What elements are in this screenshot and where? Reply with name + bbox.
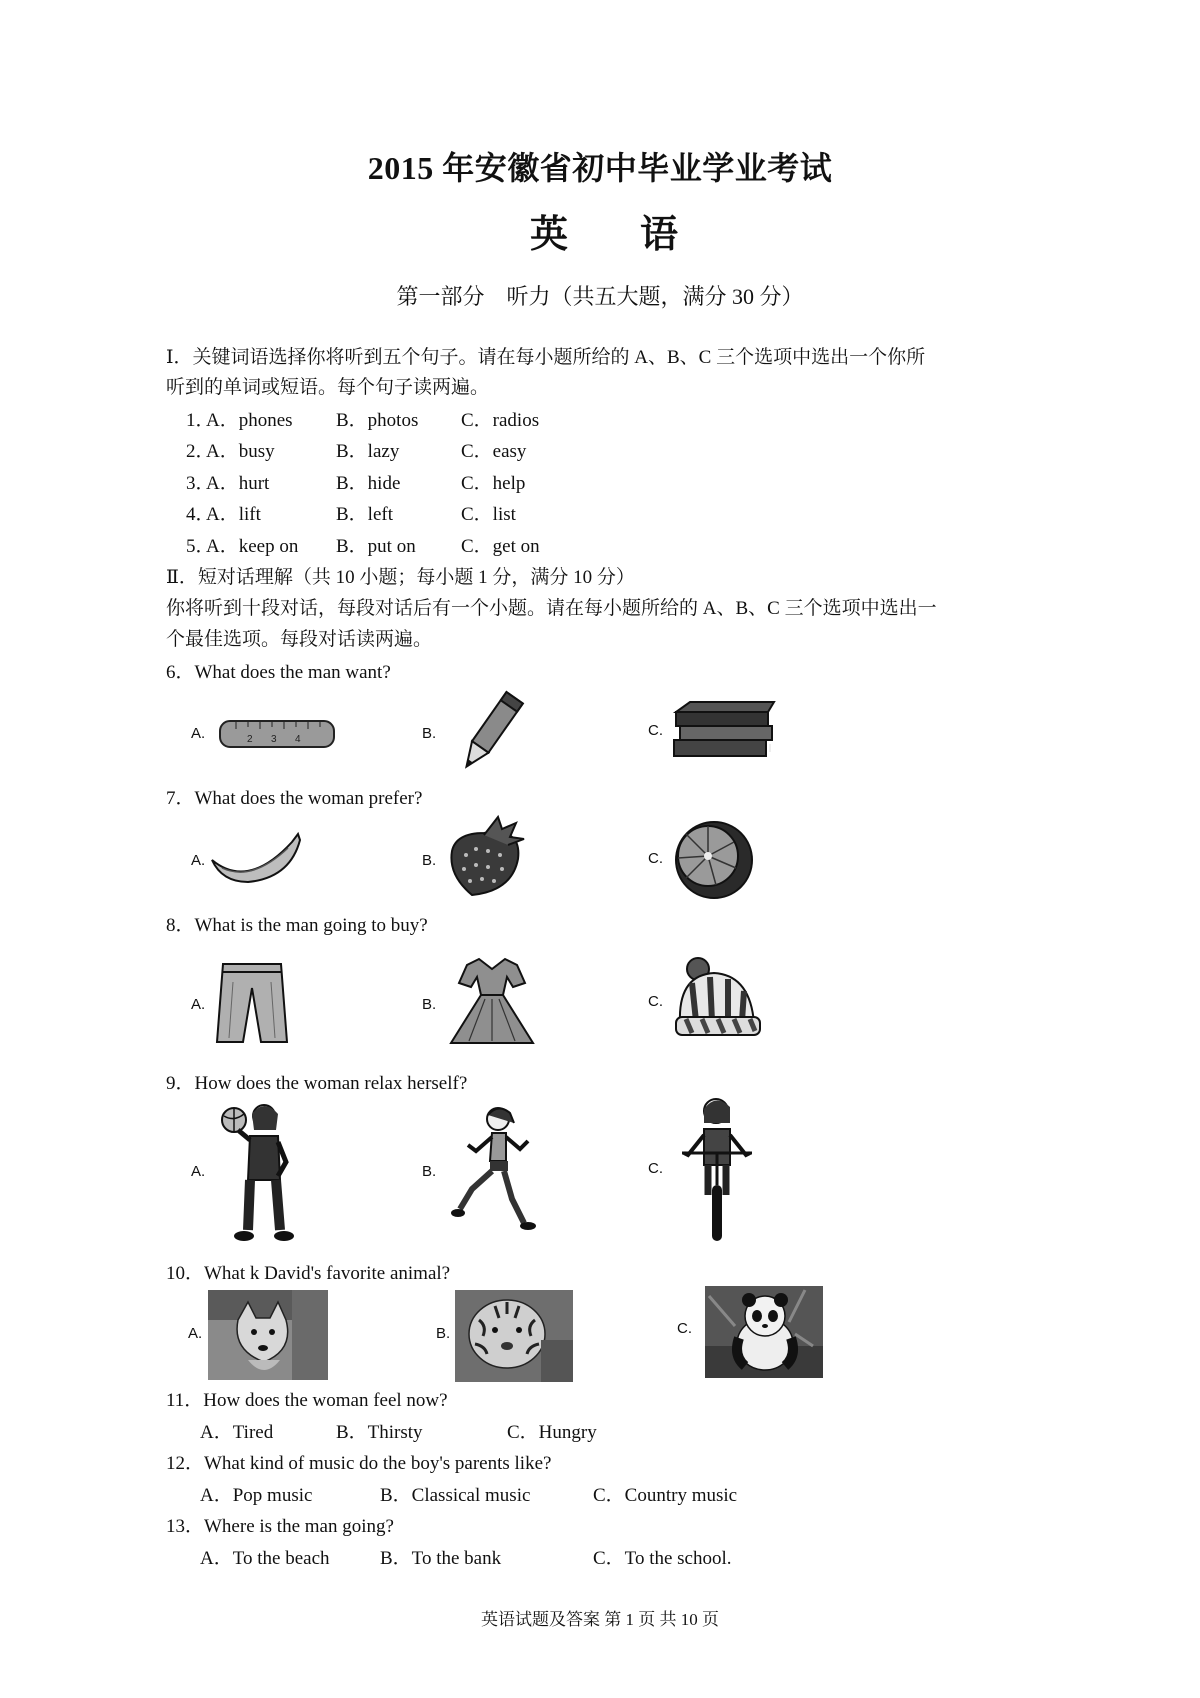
- option-c: C．list: [461, 504, 516, 525]
- section2-header: Ⅱ．短对话理解（共 10 小题；每小题 1 分，满分 10 分）: [166, 567, 635, 588]
- option-label-b: B.: [422, 1163, 437, 1180]
- option-a: A．phones: [206, 410, 293, 431]
- question-number: 2．: [186, 441, 215, 462]
- section2-instruction-line1: 你将听到十段对话，每段对话后有一个小题。请在每小题所给的 A、B、C 三个选项中选出一: [166, 598, 937, 619]
- option-label-c: C.: [648, 850, 663, 867]
- option-b: B．put on: [336, 536, 416, 557]
- subject-char-1: 英: [530, 214, 569, 256]
- option-label-b: B.: [436, 1325, 451, 1342]
- volleyball-girl-picture: [220, 1100, 300, 1245]
- question-8-text: 8．What is the man going to buy?: [166, 915, 428, 936]
- question-5: [186, 531, 786, 555]
- panda-picture: [705, 1286, 823, 1378]
- option-b: B．left: [336, 504, 393, 525]
- ruler-mark: 3: [271, 734, 277, 745]
- option-c: C．radios: [461, 410, 540, 431]
- question-2: [186, 436, 786, 460]
- option-a: A．hurt: [206, 473, 270, 494]
- subject-char-2: 语: [640, 214, 679, 256]
- question-1: [186, 405, 786, 429]
- option-a: A．busy: [206, 441, 275, 462]
- option-label-a: A.: [191, 1163, 206, 1180]
- option-a: A．keep on: [206, 536, 299, 557]
- option-label-c: C.: [677, 1320, 692, 1337]
- option-c: C．Country music: [593, 1485, 738, 1506]
- option-b: B．To the bank: [380, 1548, 502, 1569]
- strawberry-picture: [442, 815, 532, 900]
- question-4: [186, 499, 786, 523]
- option-label-b: B.: [422, 996, 437, 1013]
- option-b: B．lazy: [336, 441, 400, 462]
- option-b: B．photos: [336, 410, 419, 431]
- question-7-text: 7．What does the woman prefer?: [166, 788, 423, 809]
- option-a: A．Tired: [200, 1422, 274, 1443]
- question-6-text: 6．What does the man want?: [166, 662, 391, 683]
- option-label-b: B.: [422, 725, 437, 742]
- option-label-a: A.: [191, 852, 206, 869]
- option-label-c: C.: [648, 993, 663, 1010]
- question-11-text: 11．How does the woman feel now?: [166, 1390, 448, 1411]
- question-number: 3．: [186, 473, 215, 494]
- question-number: 4．: [186, 504, 215, 525]
- option-c: C．To the school.: [593, 1548, 732, 1569]
- option-label-c: C.: [648, 722, 663, 739]
- option-label-a: A.: [191, 725, 206, 742]
- option-a: A．Pop music: [200, 1485, 313, 1506]
- question-9-text: 9．How does the woman relax herself?: [166, 1073, 468, 1094]
- option-a: A．lift: [206, 504, 261, 525]
- question-11-options: [200, 1417, 900, 1441]
- banana-picture: [208, 828, 303, 888]
- question-13-options: [200, 1543, 900, 1567]
- ruler-mark: 2: [247, 734, 253, 745]
- option-b: B．Thirsty: [336, 1422, 423, 1443]
- part-header: 第一部分 听力（共五大题，满分 30 分）: [396, 284, 804, 309]
- cycling-girl-picture: [678, 1095, 758, 1245]
- option-label-b: B.: [422, 852, 437, 869]
- option-c: C．easy: [461, 441, 527, 462]
- tiger-picture: [455, 1290, 573, 1382]
- dress-picture: [445, 955, 540, 1050]
- jeans-picture: [215, 962, 290, 1044]
- question-13-text: 13．Where is the man going?: [166, 1516, 394, 1537]
- option-c: C．get on: [461, 536, 540, 557]
- page-footer: 英语试题及答案 第 1 页 共 10 页: [481, 1610, 719, 1629]
- section2-instruction-line2: 个最佳选项。每段对话读两遍。: [166, 629, 433, 650]
- option-b: B．Classical music: [380, 1485, 531, 1506]
- section1-instruction-line2: 听到的单词或短语。每个句子读两遍。: [166, 377, 490, 398]
- option-c: C．Hungry: [507, 1422, 597, 1443]
- question-12-text: 12．What kind of music do the boy's parents like?: [166, 1453, 552, 1474]
- books-picture: [670, 700, 780, 760]
- orange-picture: [672, 818, 756, 902]
- question-12-options: [200, 1480, 900, 1504]
- option-label-a: A.: [188, 1325, 203, 1342]
- question-3: [186, 468, 786, 492]
- dog-picture: [208, 1290, 328, 1380]
- option-b: B．hide: [336, 473, 401, 494]
- ruler-picture: [218, 715, 338, 751]
- question-number: 5．: [186, 536, 215, 557]
- exam-title: 2015 年安徽省初中毕业学业考试: [367, 150, 833, 186]
- question-number: 1．: [186, 410, 215, 431]
- option-label-a: A.: [191, 996, 206, 1013]
- ruler-mark: 4: [295, 734, 301, 745]
- hat-picture: [670, 955, 765, 1040]
- option-c: C．help: [461, 473, 526, 494]
- running-girl-picture: [450, 1105, 540, 1235]
- section1-instruction-line1: Ⅰ．关键词语选择你将听到五个句子。请在每小题所给的 A、B、C 三个选项中选出一个你所: [166, 347, 926, 368]
- option-label-c: C.: [648, 1160, 663, 1177]
- pencil-picture: [450, 688, 530, 778]
- option-a: A．To the beach: [200, 1548, 330, 1569]
- question-10-text: 10．What k David's favorite animal?: [166, 1263, 451, 1284]
